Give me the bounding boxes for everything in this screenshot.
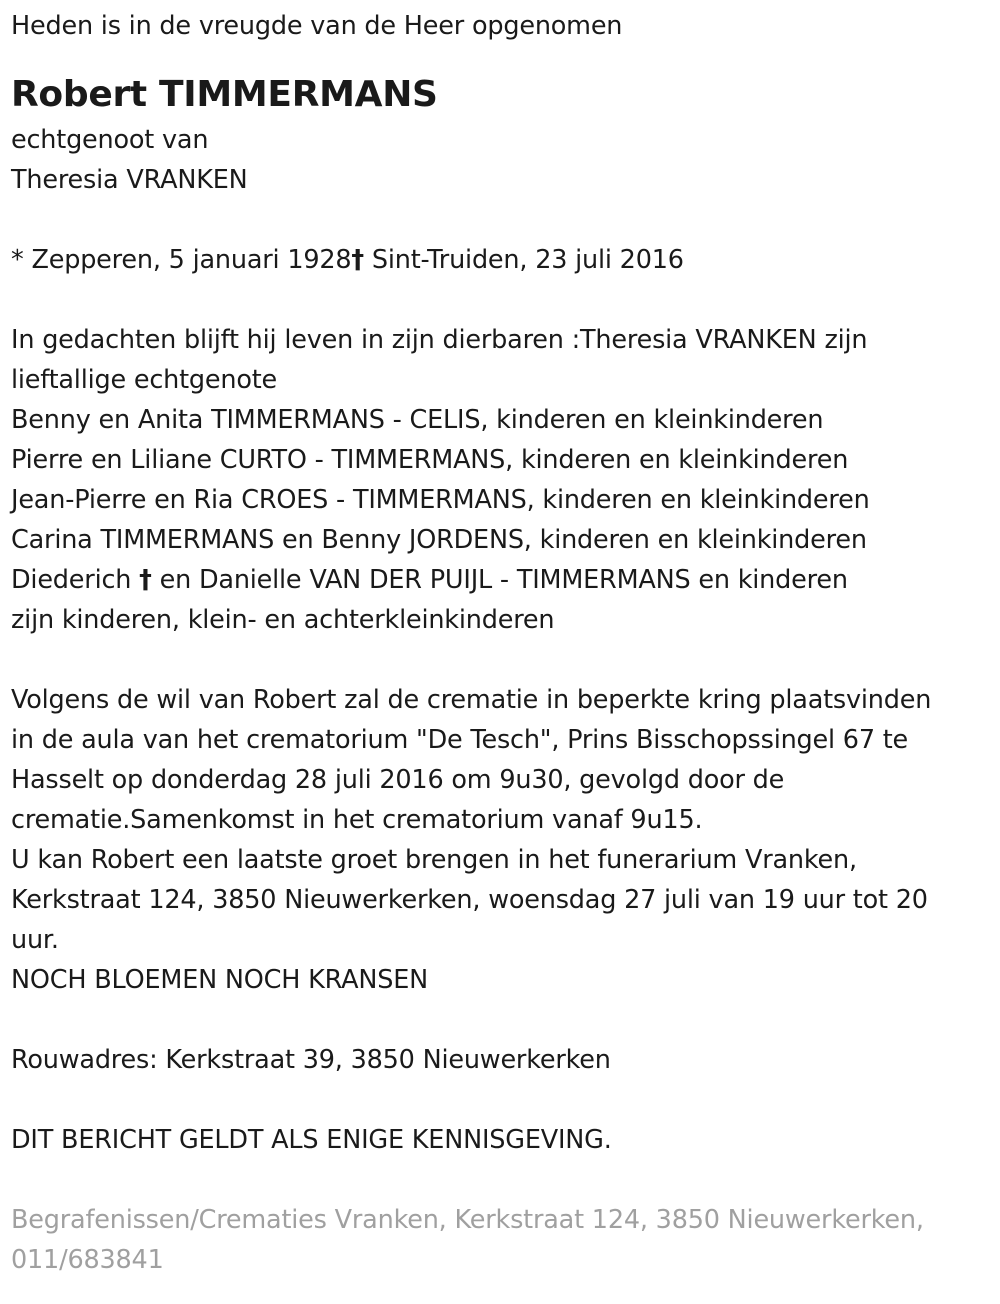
family-member: Carina TIMMERMANS en Benny JORDENS, kinderen en kleinkinderen: [11, 525, 867, 555]
family-member: [11, 560, 990, 600]
mourning-address: Rouwadres: Kerkstraat 39, 3850 Nieuwerkerken: [11, 1045, 611, 1075]
family-member: Pierre en Liliane CURTO - TIMMERMANS, kinderen en kleinkinderen: [11, 445, 849, 475]
birth-info: * Zepperen, 5 januari 1928: [11, 245, 352, 275]
ceremony-text-line: uur.: [11, 925, 59, 955]
family-member: zijn kinderen, klein- en achterkleinkinderen: [11, 605, 555, 635]
family-deceased-name: Diederich: [11, 565, 140, 595]
spacer: [11, 1160, 990, 1200]
family-member-rest: en Danielle VAN DER PUIJL - TIMMERMANS en kinderen: [151, 565, 848, 595]
family-member: Jean-Pierre en Ria CROES - TIMMERMANS, kinderen en kleinkinderen: [11, 485, 870, 515]
remembered-text-line-1: In gedachten blijft hij leven in zijn dierbaren :Theresia VRANKEN zijn: [11, 325, 868, 355]
ceremony-text-line: crematie.Samenkomst in het crematorium vanaf 9u15.: [11, 805, 703, 835]
intro-text: Heden is in de vreugde van de Heer opgenomen: [11, 11, 623, 41]
spacer: [11, 1000, 990, 1040]
deceased-name: Robert TIMMERMANS: [11, 74, 438, 115]
ceremony-text-line: Hasselt op donderdag 28 juli 2016 om 9u30, gevolgd door de: [11, 765, 785, 795]
cross-icon: †: [139, 565, 152, 595]
remembered-text-line-2: lieftallige echtgenote: [11, 365, 278, 395]
spacer: [11, 1080, 990, 1120]
relation-text: echtgenoot van: [11, 125, 209, 155]
undertaker-phone: 011/683841: [11, 1245, 164, 1275]
life-dates: [11, 240, 990, 280]
spacer: [11, 640, 990, 680]
death-info: Sint-Truiden, 23 juli 2016: [363, 245, 684, 275]
undertaker-info-line-1: Begrafenissen/Crematies Vranken, Kerkstraat 124, 3850 Nieuwerkerken,: [11, 1205, 924, 1235]
family-member: Benny en Anita TIMMERMANS - CELIS, kinderen en kleinkinderen: [11, 405, 824, 435]
ceremony-text-line: Kerkstraat 124, 3850 Nieuwerkerken, woensdag 27 juli van 19 uur tot 20: [11, 885, 928, 915]
notice-statement: DIT BERICHT GELDT ALS ENIGE KENNISGEVING.: [11, 1125, 612, 1155]
spacer: [11, 200, 990, 240]
spouse-name: Theresia VRANKEN: [11, 165, 248, 195]
ceremony-text-line: Volgens de wil van Robert zal de crematie in beperkte kring plaatsvinden: [11, 685, 932, 715]
spacer: [11, 280, 990, 320]
cross-icon: †: [351, 245, 364, 275]
no-flowers-notice: NOCH BLOEMEN NOCH KRANSEN: [11, 965, 429, 995]
ceremony-text-line: in de aula van het crematorium "De Tesch", Prins Bisschopssingel 67 te: [11, 725, 909, 755]
ceremony-text-line: U kan Robert een laatste groet brengen in het funerarium Vranken,: [11, 845, 857, 875]
